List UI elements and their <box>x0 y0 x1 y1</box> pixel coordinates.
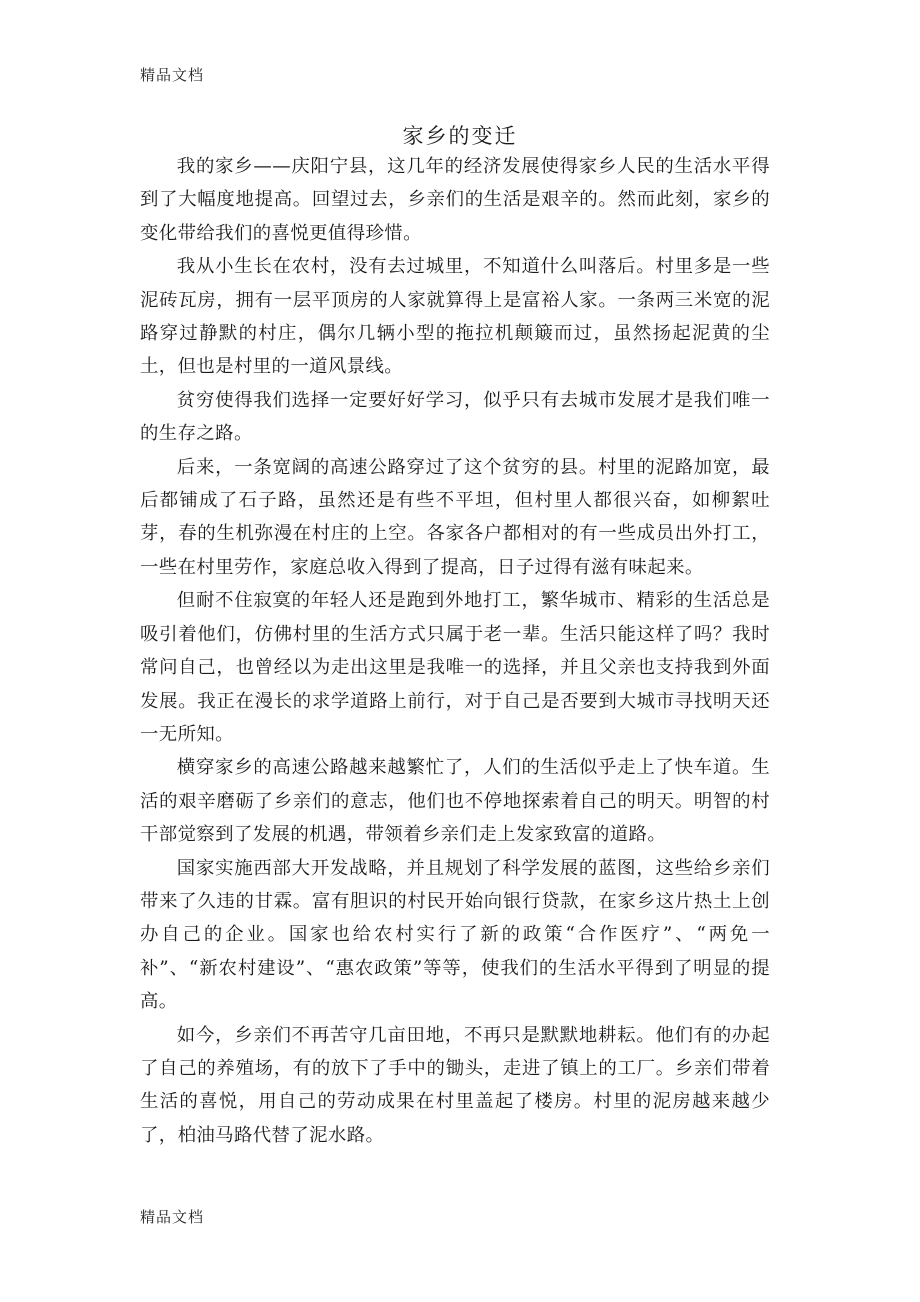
paragraph: 我从小生长在农村，没有去过城里，不知道什么叫落后。村里多是一些泥砖瓦房，拥有一层平顶房的人家就算得上是富裕人家。一条两三米宽的泥路穿过静默的村庄，偶尔几辆小型的拖拉机颠簸而过，虽然扬起泥黄的尘土，但也是村里的一道风景线。 <box>140 256 770 378</box>
paragraph: 但耐不住寂寞的年轻人还是跑到外地打工，繁华城市、精彩的生活总是吸引着他们，仿佛村里的生活方式只属于老一辈。生活只能这样了吗？我时常问自己，也曾经以为走出这里是我唯一的选择，并且父亲也支持我到外面发展。我正在漫长的求学道路上前行，对于自己是否要到大城市寻找明天还一无所知。 <box>140 590 770 745</box>
paragraph: 我的家乡——庆阳宁县，这几年的经济发展使得家乡人民的生活水平得到了大幅度地提高。回望过去，乡亲们的生活是艰辛的。然而此刻，家乡的变化带给我们的喜悦更值得珍惜。 <box>140 156 770 244</box>
paragraph: 后来，一条宽阔的高速公路穿过了这个贫穷的县。村里的泥路加宽，最后都铺成了石子路，虽然还是有些不平坦，但村里人都很兴奋，如柳絮吐芽，春的生机弥漫在村庄的上空。各家各户都相对的有一些成员出外打工，一些在村里劳作，家庭总收入得到了提高，日子过得有滋有味起来。 <box>140 456 770 578</box>
document-title: 家乡的变迁 <box>402 124 518 148</box>
document-body <box>140 150 770 1152</box>
page-footer-label: 精品文档 <box>140 1208 205 1226</box>
paragraph: 贫穷使得我们选择一定要好好学习，似乎只有去城市发展才是我们唯一的生存之路。 <box>140 389 770 445</box>
page-header-label: 精品文档 <box>140 66 205 84</box>
paragraph: 如今，乡亲们不再苦守几亩田地，不再只是默默地耕耘。他们有的办起了自己的养殖场，有的放下了手中的锄头，走进了镇上的工厂。乡亲们带着生活的喜悦，用自己的劳动成果在村里盖起了楼房。村里的泥房越来越少了，柏油马路代替了泥水路。 <box>140 1024 770 1146</box>
paragraph: 横穿家乡的高速公路越来越繁忙了，人们的生活似乎走上了快车道。生活的艰辛磨砺了乡亲们的意志，他们也不停地探索着自己的明天。明智的村干部觉察到了发展的机遇，带领着乡亲们走上发家致富的道路。 <box>140 757 770 846</box>
paragraph: 国家实施西部大开发战略，并且规划了科学发展的蓝图，这些给乡亲们带来了久违的甘霖。富有胆识的村民开始向银行贷款，在家乡这片热土上创办自己的企业。国家也给农村实行了新的政策“合作医疗”、“两免一补”、“新农村建设”、“惠农政策”等等，使我们的生活水平得到了明显的提高。 <box>140 857 770 1013</box>
